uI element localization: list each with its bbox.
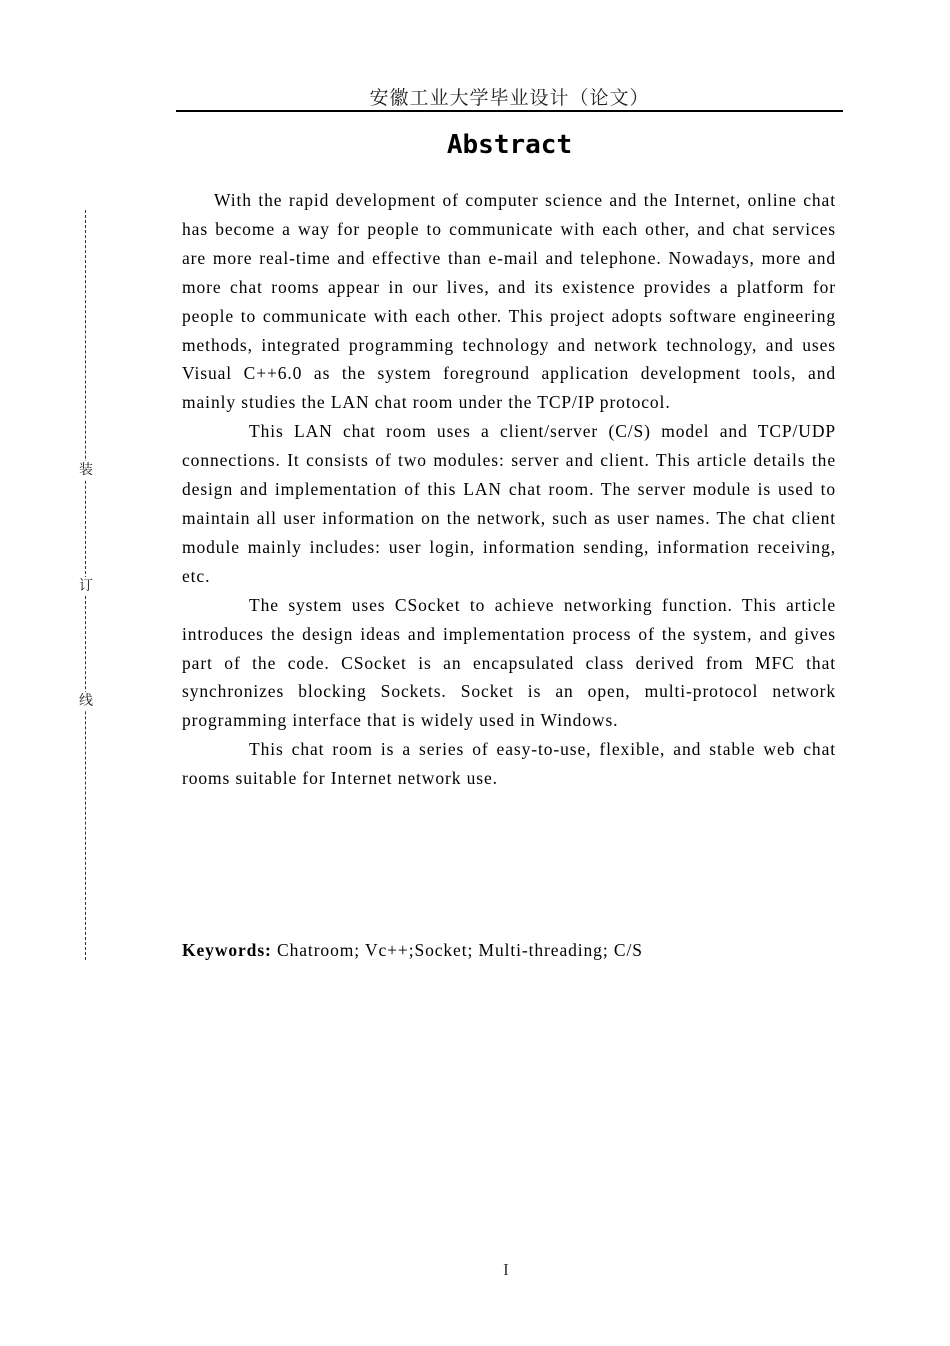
keywords-line: [182, 936, 836, 964]
abstract-paragraph-1: With the rapid development of computer science and the Internet, online chat has become a way for people to communicate with each other, and chat services are more real-time and effective than e-mail and telephone. Nowadays, more and more chat rooms appear in our lives, and its existence provides a platform for people to communicate with each other. This project adopts software engineering methods, integrated programming technology and network technology, and uses Visual C++6.0 as the system foreground application development tools, and mainly studies the LAN chat room under the TCP/IP protocol.: [182, 190, 836, 413]
keywords-label: Keywords:: [182, 940, 272, 960]
page-number: I: [503, 1260, 509, 1279]
abstract-paragraph-4: This chat room is a series of easy-to-use, flexible, and stable web chat rooms suitable for Internet network use.: [182, 739, 836, 789]
abstract-heading: Abstract: [446, 130, 573, 160]
abstract-paragraph-3: The system uses CSocket to achieve networking function. This article introduces the design ideas and implementation process of the system, and gives part of the code. CSocket is an encapsulated class derived from MFC that synchronizes blocking Sockets. Socket is an open, multi-protocol network programming interface that is widely used in Windows.: [182, 594, 836, 731]
binding-char-zhuang: 装: [76, 461, 96, 479]
binding-char-ding: 订: [76, 577, 96, 595]
binding-char-xian: 线: [76, 692, 96, 710]
keywords-value: Chatroom; Vc++;Socket; Multi-threading; C/S: [271, 940, 643, 960]
abstract-body: [182, 186, 836, 793]
abstract-paragraph-2: This LAN chat room uses a client/server (C/S) model and TCP/UDP connections. It consists of two modules: server and client. This article details the design and implementation of this LAN chat room. The server module is used to maintain all user information on the network, such as user names. The chat client module mainly includes: user login, information sending, information receiving, etc.: [182, 421, 836, 586]
running-header: 安徽工业大学毕业设计（论文）: [176, 86, 843, 112]
